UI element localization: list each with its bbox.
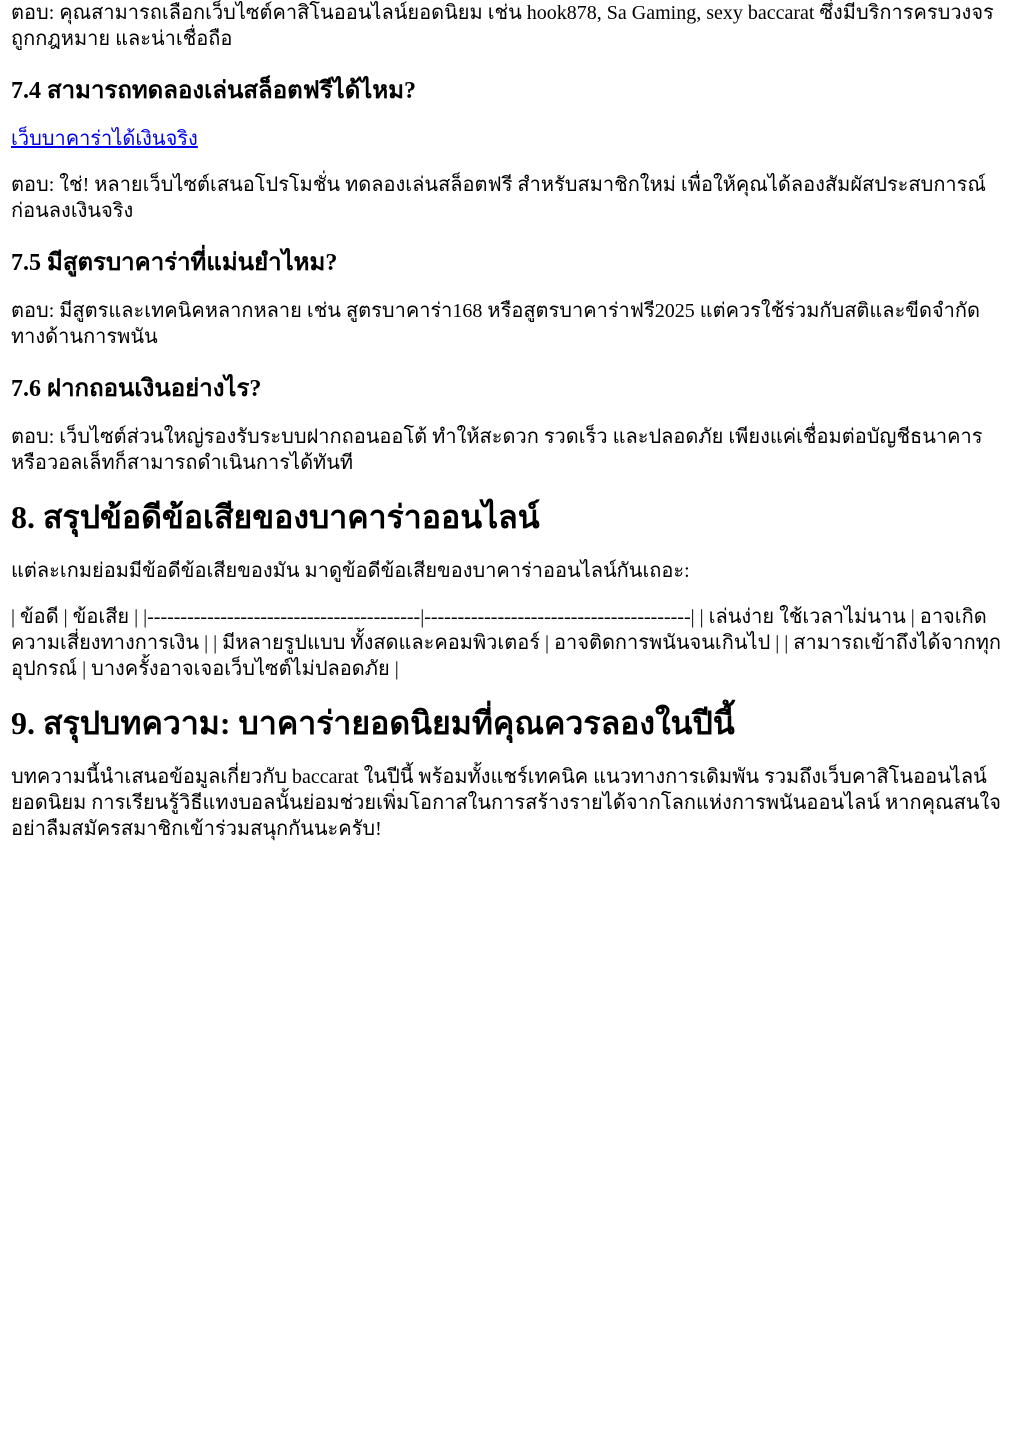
heading-7-5: 7.5 มีสูตรบาคาร่าที่แม่นยำไหม? [11,250,338,276]
answer-7-4-paragraph: ตอบ: ใช่! หลายเว็บไซต์เสนอโปรโมชั่น ทดลองเล่นสล็อตฟรี สำหรับสมาชิกใหม่ เพื่อให้คุณได้ลองสัมผัสประสบการณ์ก่อนลงเงินจริง [11,174,986,222]
answer-7-6-paragraph: ตอบ: เว็บไซต์ส่วนใหญ่รองรับระบบฝากถอนออโต้ ทำให้สะดวก รวดเร็ว และปลอดภัย เพียงแค่เชื่อมต่อบัญชีธนาคารหรือวอลเล็ทก็สามารถดำเนินการได้ทันที [11,426,983,474]
heading-7-6: 7.6 ฝากถอนเงินอย่างไร? [11,376,262,402]
heading-section-8: 8. สรุปข้อดีข้อเสียของบาคาร่าออนไลน์ [11,499,540,535]
answer-7-5-paragraph: ตอบ: มีสูตรและเทคนิคหลากหลาย เช่น สูตรบาคาร่า168 หรือสูตรบาคาร่าฟรี2025 แต่ควรใช้ร่วมกับสติและขีดจำกัดทางด้านการพนัน [11,300,981,348]
intro-answer-paragraph: ตอบ: คุณสามารถเลือกเว็บไซต์คาสิโนออนไลน์ยอดนิยม เช่น hook878, Sa Gaming, sexy baccarat ซึ่งมีบริการครบวงจร ถูกกฎหมาย และน่าเชื่อถือ [11,2,994,50]
heading-7-4: 7.4 สามารถทดลองเล่นสล็อตฟรีได้ไหม? [11,78,417,104]
link-paragraph [11,126,1014,152]
pros-cons-table-text: | ข้อดี | ข้อเสีย | |-----------------------------------------|----------------------------------------| | เล่นง่าย ใช้เวลาไม่นาน | อาจเกิดความเสี่ยงทางการเงิน | | มีหลายรูปแบบ ทั้งสดและคอมพิวเตอร์ | อาจติดการพนันจนเกินไป | | สามารถเข้าถึงได้จากทุกอุปกรณ์ | บางครั้งอาจเจอเว็บไซต์ไม่ปลอดภัย | [11,606,1002,680]
section-9-summary-paragraph: บทความนี้นำเสนอข้อมูลเกี่ยวกับ baccarat ในปีนี้ พร้อมทั้งแชร์เทคนิค แนวทางการเดิมพัน รวมถึงเว็บคาสิโนออนไลน์ยอดนิยม การเรียนรู้วิธีแทงบอลนั้นย่อมช่วยเพิ่มโอกาสในการสร้างรายได้จากโลกแห่งการพนันออนไลน์ หากคุณสนใจ อย่าลืมสมัครสมาชิกเข้าร่วมสนุกกันนะครับ! [11,766,1001,840]
baccarat-real-money-link[interactable]: เว็บบาคาร่าได้เงินจริง [11,128,198,150]
section-8-intro-paragraph: แต่ละเกมย่อมมีข้อดีข้อเสียของมัน มาดูข้อดีข้อเสียของบาคาร่าออนไลน์กันเถอะ: [11,560,690,582]
heading-section-9: 9. สรุปบทความ: บาคาร่ายอดนิยมที่คุณควรลองในปีนี้ [11,705,735,741]
